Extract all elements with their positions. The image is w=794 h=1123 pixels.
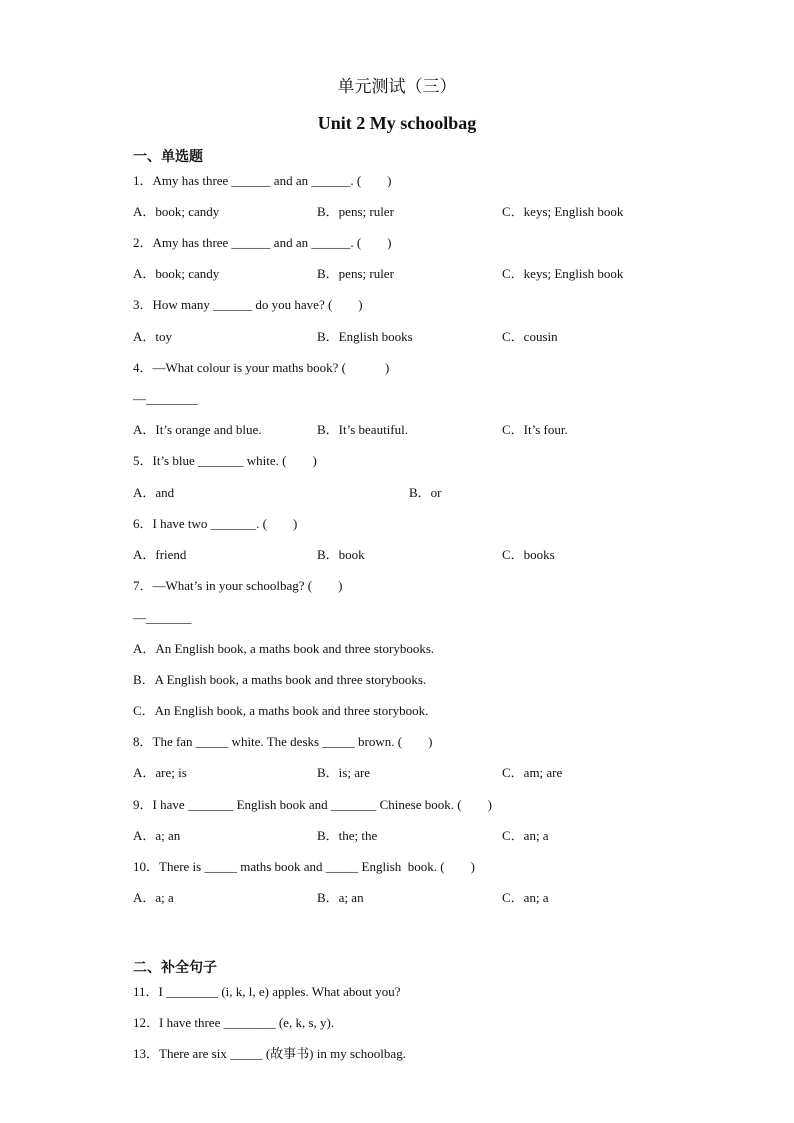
q7-option-b[interactable]: B．A English book, a maths book and three storybooks. <box>133 672 427 687</box>
q5-option-b[interactable]: B．or <box>409 485 442 500</box>
q5-option-a[interactable]: A．and <box>133 485 175 500</box>
question-4: 4．—What colour is your maths book? ( ) <box>133 360 390 375</box>
question-6: 6．I have two _______. ( ) <box>133 516 298 531</box>
q6-option-a[interactable]: A．friend <box>133 547 187 562</box>
q10-option-a[interactable]: A．a; a <box>133 890 174 905</box>
q3-option-a[interactable]: A．toy <box>133 329 173 344</box>
question-3: 3．How many ______ do you have? ( ) <box>133 297 363 312</box>
section-complete-sentences: 二、补全句子 <box>133 960 217 976</box>
q4-option-c[interactable]: C．It’s four. <box>502 422 568 437</box>
q2-option-c[interactable]: C．keys; English book <box>502 266 624 281</box>
unit-subtitle: Unit 2 My schoolbag <box>317 113 477 133</box>
question-13: 13．There are six _____ (故事书) in my schoolbag. <box>133 1046 406 1061</box>
q4-option-b[interactable]: B．It’s beautiful. <box>317 422 408 437</box>
q9-option-a[interactable]: A．a; an <box>133 828 181 843</box>
q7-answer-line: —_______ <box>133 610 192 625</box>
q9-option-c[interactable]: C．an; a <box>502 828 549 843</box>
page-title: 单元测试（三） <box>337 77 457 97</box>
section-single-choice: 一、单选题 <box>133 149 203 165</box>
q8-option-a[interactable]: A．are; is <box>133 765 187 780</box>
question-11: 11．I ________ (i, k, l, e) apples. What about you? <box>133 984 401 999</box>
question-2: 2．Amy has three ______ and an ______. ( ) <box>133 235 392 250</box>
question-1: 1．Amy has three ______ and an ______. ( ) <box>133 173 392 188</box>
question-7: 7．—What’s in your schoolbag? ( ) <box>133 578 343 593</box>
q3-option-c[interactable]: C．cousin <box>502 329 558 344</box>
q2-option-b[interactable]: B．pens; ruler <box>317 266 394 281</box>
q2-option-a[interactable]: A．book; candy <box>133 266 220 281</box>
q8-option-b[interactable]: B．is; are <box>317 765 371 780</box>
q10-option-c[interactable]: C．an; a <box>502 890 549 905</box>
q6-option-b[interactable]: B．book <box>317 547 365 562</box>
q9-option-b[interactable]: B．the; the <box>317 828 378 843</box>
question-10: 10．There is _____ maths book and _____ English book. ( ) <box>133 859 475 874</box>
question-9: 9．I have _______ English book and _______ Chinese book. ( ) <box>133 797 492 812</box>
q1-option-c[interactable]: C．keys; English book <box>502 204 624 219</box>
q3-option-b[interactable]: B．English books <box>317 329 413 344</box>
question-5: 5．It’s blue _______ white. ( ) <box>133 453 317 468</box>
q1-option-a[interactable]: A．book; candy <box>133 204 220 219</box>
q7-option-c[interactable]: C．An English book, a maths book and three storybook. <box>133 703 429 718</box>
q4-answer-line: —________ <box>133 391 198 406</box>
q4-option-a[interactable]: A．It’s orange and blue. <box>133 422 262 437</box>
q7-option-a[interactable]: A．An English book, a maths book and three storybooks. <box>133 641 435 656</box>
q6-option-c[interactable]: C．books <box>502 547 555 562</box>
q1-option-b[interactable]: B．pens; ruler <box>317 204 394 219</box>
question-8: 8．The fan _____ white. The desks _____ brown. ( ) <box>133 734 433 749</box>
q8-option-c[interactable]: C．am; are <box>502 765 563 780</box>
question-12: 12．I have three ________ (e, k, s, y). <box>133 1015 335 1030</box>
q10-option-b[interactable]: B．a; an <box>317 890 364 905</box>
